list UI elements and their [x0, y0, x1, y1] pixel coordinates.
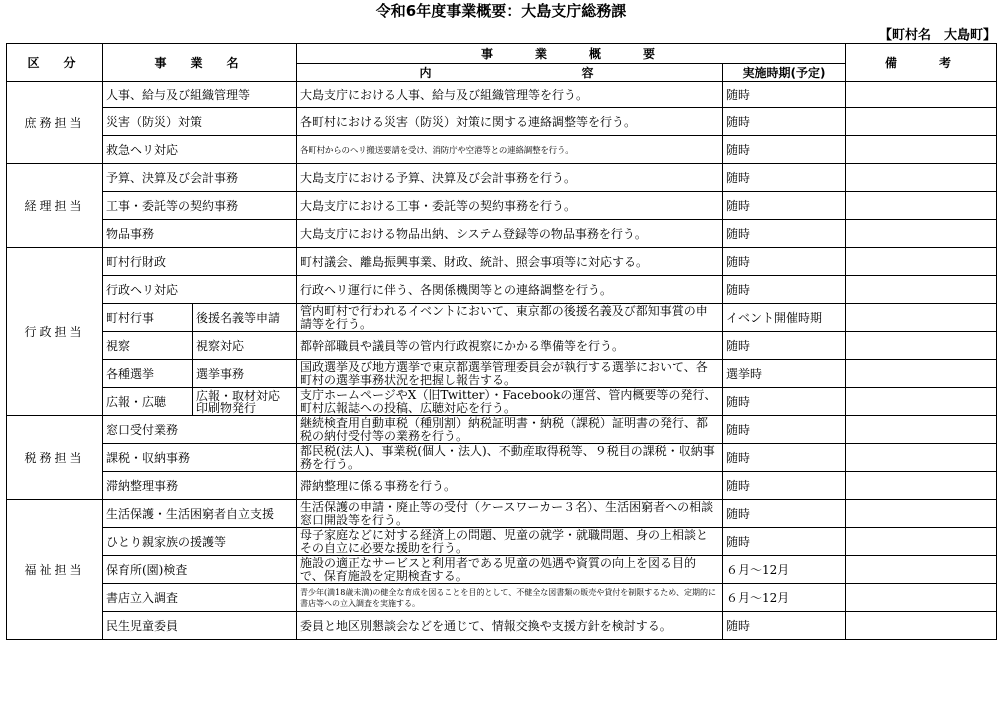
project-content: 生活保護の申請・廃止等の受付（ケースワーカー３名）、生活困窮者への相談窓口開設等を行う。: [297, 500, 723, 528]
project-name: 各種選挙: [103, 360, 193, 388]
project-notes: [846, 192, 997, 220]
project-period: イベント開催時期: [723, 304, 846, 332]
project-content: 支庁ホームページやX（旧Twitter）・Facebookの運営、管内概要等の発行、町村広報誌への投稿、広聴対応を行う。: [297, 388, 723, 416]
table-row: [7, 528, 997, 556]
header-category: 区 分: [7, 44, 103, 82]
project-name: 物品事務: [103, 220, 297, 248]
table-row: [7, 248, 997, 276]
project-content: 継続検査用自動車税（種別割）納税証明書・納税（課税）証明書の発行、都税の納付受付等の業務を行う。: [297, 416, 723, 444]
page-title: 令和6年度事業概要：大島支庁総務課: [375, 2, 627, 20]
category-cell: 庶務担当: [7, 82, 103, 164]
project-period: 随時: [723, 332, 846, 360]
project-name: ひとり親家族の援護等: [103, 528, 297, 556]
project-period: 随時: [723, 82, 846, 108]
project-period: 随時: [723, 136, 846, 164]
project-notes: [846, 304, 997, 332]
project-notes: [846, 444, 997, 472]
project-name: 災害（防災）対策: [103, 108, 297, 136]
project-period: 選挙時: [723, 360, 846, 388]
table-row: [7, 220, 997, 248]
header-period: 実施時期(予定): [723, 64, 846, 82]
project-notes: [846, 136, 997, 164]
project-name: 保育所(園)検査: [103, 556, 297, 584]
project-subname: 後援名義等申請: [193, 304, 297, 332]
project-notes: [846, 416, 997, 444]
project-period: 随時: [723, 416, 846, 444]
project-content: 行政ヘリ運行に伴う、各関係機関等との連絡調整を行う。: [297, 276, 723, 304]
project-name: 生活保護・生活困窮者自立支援: [103, 500, 297, 528]
project-notes: [846, 528, 997, 556]
project-content: 管内町村で行われるイベントにおいて、東京都の後援名義及び都知事賞の申請等を行う。: [297, 304, 723, 332]
project-notes: [846, 360, 997, 388]
project-content: 都幹部職員や議員等の管内行政視察にかかる準備等を行う。: [297, 332, 723, 360]
project-name: 人事、給与及び組織管理等: [103, 82, 297, 108]
header-notes: 備 考: [846, 44, 997, 82]
municipality-label: 【町村名 大島町】: [878, 28, 996, 43]
project-notes: [846, 164, 997, 192]
project-period: 随時: [723, 248, 846, 276]
table-row: [7, 388, 997, 416]
project-content: 大島支庁における工事・委託等の契約事務を行う。: [297, 192, 723, 220]
project-name: 書店立入調査: [103, 584, 297, 612]
project-notes: [846, 472, 997, 500]
project-name: 町村行財政: [103, 248, 297, 276]
project-name: 行政ヘリ対応: [103, 276, 297, 304]
project-subname-line: 広報・取材対応: [196, 388, 281, 403]
project-notes: [846, 556, 997, 584]
project-content: 大島支庁における人事、給与及び組織管理等を行う。: [297, 82, 723, 108]
project-name: 工事・委託等の契約事務: [103, 192, 297, 220]
project-name: 滞納整理事務: [103, 472, 297, 500]
category-cell: 税務担当: [7, 416, 103, 500]
table-row: [7, 500, 997, 528]
project-period: 随時: [723, 108, 846, 136]
table-row: [7, 332, 997, 360]
project-period: ６月～12月: [723, 556, 846, 584]
project-name: 窓口受付業務: [103, 416, 297, 444]
project-period: 随時: [723, 612, 846, 640]
project-content: 各町村からのヘリ搬送要請を受け、消防庁や空港等との連絡調整を行う。: [297, 136, 723, 164]
project-content: 都民税(法人)、事業税(個人・法人)、不動産取得税等、９税目の課税・収納事務を行う。: [297, 444, 723, 472]
table-row: [7, 612, 997, 640]
project-subname-line: 印刷物発行: [196, 400, 257, 415]
project-notes: [846, 276, 997, 304]
table-row: [7, 192, 997, 220]
project-name: 課税・収納事務: [103, 444, 297, 472]
category-cell: 福祉担当: [7, 500, 103, 640]
header-project-name: 事 業 名: [103, 44, 297, 82]
project-period: 随時: [723, 528, 846, 556]
project-notes: [846, 388, 997, 416]
table-row: [7, 304, 997, 332]
project-content: 大島支庁における物品出納、システム登録等の物品事務を行う。: [297, 220, 723, 248]
project-content: 母子家庭などに対する経済上の問題、児童の就学・就職問題、身の上相談とその自立に必要な援助を行う。: [297, 528, 723, 556]
project-content: 大島支庁における予算、決算及び会計事務を行う。: [297, 164, 723, 192]
overview-table: [6, 43, 997, 640]
header-overview: 事 業 概 要: [297, 44, 846, 64]
project-name: 救急ヘリ対応: [103, 136, 297, 164]
project-period: 随時: [723, 444, 846, 472]
project-notes: [846, 248, 997, 276]
project-subname: 選挙事務: [193, 360, 297, 388]
table-row: [7, 276, 997, 304]
project-period: 随時: [723, 220, 846, 248]
category-cell: 経理担当: [7, 164, 103, 248]
project-name: 予算、決算及び会計事務: [103, 164, 297, 192]
project-name: 町村行事: [103, 304, 193, 332]
table-row: [7, 108, 997, 136]
project-content: 青少年(満18歳未満)の健全な育成を図ることを目的として、不健全な図書類の販売や貸付を制限するため、定期的に書店等への立入調査を実施する。: [297, 584, 723, 612]
project-notes: [846, 82, 997, 108]
project-content: 国政選挙及び地方選挙で東京都選挙管理委員会が執行する選挙において、各町村の選挙事務状況を把握し報告する。: [297, 360, 723, 388]
table-row: [7, 584, 997, 612]
table-row: [7, 444, 997, 472]
project-content: 委員と地区別懇談会などを通じて、情報交換や支援方針を検討する。: [297, 612, 723, 640]
project-content: 滞納整理に係る事務を行う。: [297, 472, 723, 500]
table-row: [7, 556, 997, 584]
project-period: ６月～12月: [723, 584, 846, 612]
project-name: 民生児童委員: [103, 612, 297, 640]
project-content: 各町村における災害（防災）対策に関する連絡調整等を行う。: [297, 108, 723, 136]
project-period: 随時: [723, 164, 846, 192]
project-period: 随時: [723, 192, 846, 220]
project-notes: [846, 332, 997, 360]
table-row: [7, 82, 997, 108]
project-content: 町村議会、離島振興事業、財政、統計、照会事項等に対応する。: [297, 248, 723, 276]
project-period: 随時: [723, 500, 846, 528]
project-subname: 視察対応: [193, 332, 297, 360]
table-row: [7, 136, 997, 164]
project-content: 施設の適正なサービスと利用者である児童の処遇や資質の向上を図る目的で、保育施設を定期検査する。: [297, 556, 723, 584]
table-row: [7, 416, 997, 444]
project-name: 視察: [103, 332, 193, 360]
table-row: [7, 164, 997, 192]
project-notes: [846, 584, 997, 612]
table-row: [7, 472, 997, 500]
project-notes: [846, 220, 997, 248]
table-row: [7, 360, 997, 388]
header-content: 内 容: [297, 64, 723, 82]
project-subname: [193, 388, 297, 416]
project-name: 広報・広聴: [103, 388, 193, 416]
project-notes: [846, 500, 997, 528]
project-notes: [846, 612, 997, 640]
project-period: 随時: [723, 388, 846, 416]
category-cell: 行政担当: [7, 248, 103, 416]
project-period: 随時: [723, 276, 846, 304]
project-period: 随時: [723, 472, 846, 500]
project-notes: [846, 108, 997, 136]
